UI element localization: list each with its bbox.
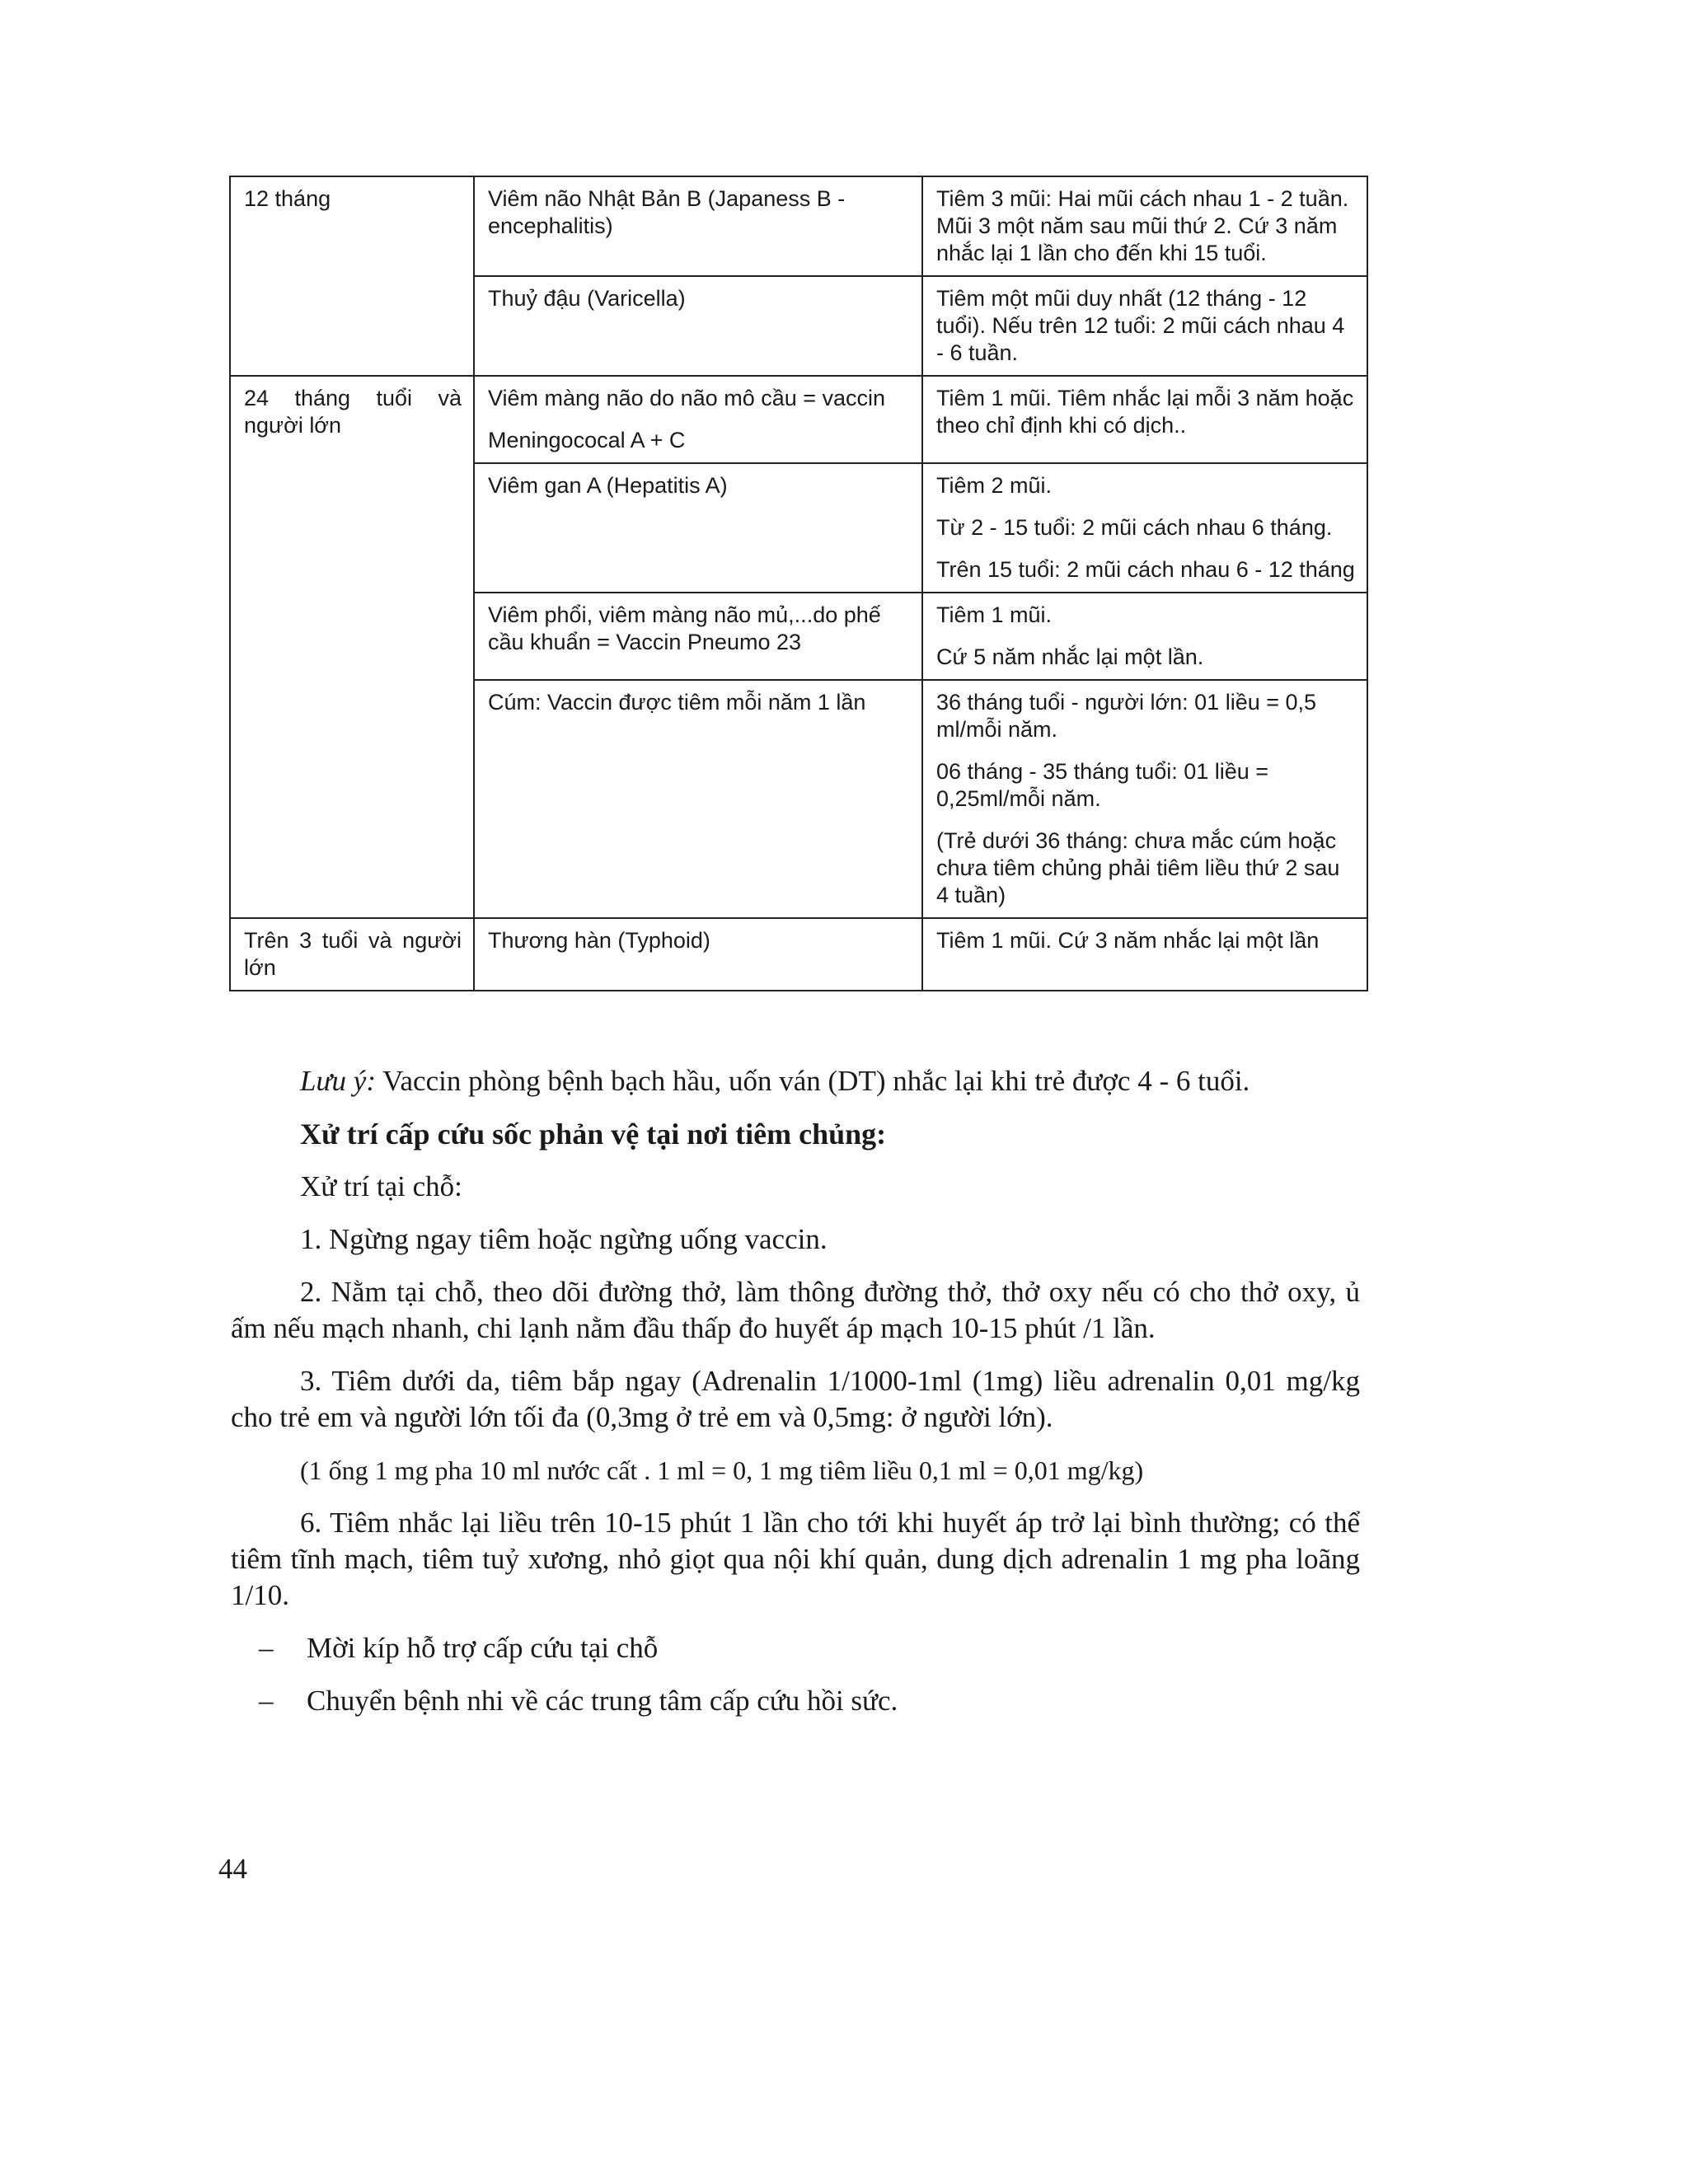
main-text bbox=[231, 1063, 1360, 1736]
vaccine-name: Thuỷ đậu (Varicella) bbox=[488, 286, 686, 311]
vaccine-cell bbox=[474, 276, 922, 376]
intro-text: Xử trí tại chỗ: bbox=[300, 1170, 462, 1202]
schedule-cell bbox=[922, 276, 1367, 376]
schedule-text: 06 tháng - 35 tháng tuổi: 01 liều = 0,25ml/mỗi năm. bbox=[936, 759, 1269, 811]
schedule-text: Tiêm 1 mũi. Cứ 3 năm nhắc lại một lần bbox=[936, 928, 1320, 953]
schedule-text: Tiêm 2 mũi. bbox=[936, 473, 1053, 498]
dash-marker: – bbox=[259, 1685, 274, 1717]
note-text: Vaccin phòng bệnh bạch hầu, uốn ván (DT) nhắc lại khi trẻ được 4 - 6 tuổi. bbox=[382, 1065, 1250, 1097]
list-item bbox=[259, 1683, 1360, 1719]
table-row bbox=[230, 176, 1367, 276]
schedule-text: 36 tháng tuổi - người lớn: 01 liều = 0,5 ml/mỗi năm. bbox=[936, 690, 1317, 742]
vaccine-name: Viêm gan A (Hepatitis A) bbox=[488, 473, 728, 498]
step-3: 3. Tiêm dưới da, tiêm bắp ngay (Adrenalin 1/1000-1ml (1mg) liều adrenalin 0,01 mg/kg cho trẻ em và người lớn tối đa (0,3mg ở trẻ em và 0,5mg: ở người lớn). bbox=[231, 1365, 1360, 1433]
vaccine-name: Viêm não Nhật Bản B (Japaness B - encephalitis) bbox=[488, 186, 846, 238]
schedule-text: Từ 2 - 15 tuổi: 2 mũi cách nhau 6 tháng. bbox=[936, 515, 1333, 540]
vaccine-name: Cúm: Vaccin được tiêm mỗi năm 1 lần bbox=[488, 690, 866, 715]
schedule-cell bbox=[922, 593, 1367, 680]
section-heading: Xử trí cấp cứu sốc phản vệ tại nơi tiêm chủng: bbox=[300, 1118, 887, 1151]
schedule-text: Tiêm một mũi duy nhất (12 tháng - 12 tuổi). Nếu trên 12 tuổi: 2 mũi cách nhau 4 - 6 tuần. bbox=[936, 286, 1345, 365]
action-list bbox=[231, 1630, 1360, 1719]
vaccine-cell bbox=[474, 463, 922, 593]
age-group-cell: Trên 3 tuổi và người lớn bbox=[230, 918, 474, 991]
dash-marker: – bbox=[259, 1632, 274, 1664]
age-group-cell: 12 tháng bbox=[230, 176, 474, 376]
step-6: 6. Tiêm nhắc lại liều trên 10-15 phút 1 lần cho tới khi huyết áp trở lại bình thường; có thể tiêm tĩnh mạch, tiêm tuỷ xương, nhỏ giọt qua nội khí quản, dung dịch adrenalin 1 mg pha loãng 1/10. bbox=[231, 1507, 1360, 1611]
table-row bbox=[230, 918, 1367, 991]
vaccine-schedule-table bbox=[229, 176, 1368, 991]
note-label: Lưu ý: bbox=[300, 1065, 376, 1097]
dilution-note: (1 ống 1 mg pha 10 ml nước cất . 1 ml = 0, 1 mg tiêm liều 0,1 ml = 0,01 mg/kg) bbox=[300, 1455, 1144, 1485]
schedule-text: (Trẻ dưới 36 tháng: chưa mắc cúm hoặc chưa tiêm chủng phải tiêm liều thứ 2 sau 4 tuần) bbox=[936, 828, 1340, 907]
vaccine-cell bbox=[474, 680, 922, 918]
vaccine-cell bbox=[474, 918, 922, 991]
list-item-text: Mời kíp hỗ trợ cấp cứu tại chỗ bbox=[307, 1632, 659, 1664]
schedule-cell bbox=[922, 376, 1367, 463]
schedule-cell bbox=[922, 918, 1367, 991]
vaccine-name: Thương hàn (Typhoid) bbox=[488, 928, 710, 953]
vaccine-cell bbox=[474, 376, 922, 463]
note-paragraph bbox=[231, 1063, 1360, 1099]
schedule-text: Tiêm 1 mũi. bbox=[936, 602, 1053, 627]
step-1: 1. Ngừng ngay tiêm hoặc ngừng uống vaccin. bbox=[300, 1223, 828, 1255]
list-item bbox=[259, 1630, 1360, 1666]
table-row bbox=[230, 376, 1367, 463]
vaccine-cell bbox=[474, 176, 922, 276]
vaccine-name: Viêm màng não do não mô cầu = vaccin bbox=[488, 386, 886, 410]
age-group-cell: 24 tháng tuổi và người lớn bbox=[230, 376, 474, 918]
schedule-text: Cứ 5 năm nhắc lại một lần. bbox=[936, 644, 1204, 669]
schedule-cell bbox=[922, 680, 1367, 918]
list-item-text: Chuyển bệnh nhi về các trung tâm cấp cứu hồi sức. bbox=[307, 1685, 898, 1717]
vaccine-cell bbox=[474, 593, 922, 680]
schedule-text: Trên 15 tuổi: 2 mũi cách nhau 6 - 12 tháng bbox=[936, 557, 1355, 582]
vaccine-name: Meningococal A + C bbox=[488, 428, 686, 452]
vaccine-name: Viêm phổi, viêm màng não mủ,...do phế cầu khuẩn = Vaccin Pneumo 23 bbox=[488, 602, 881, 654]
schedule-text: Tiêm 1 mũi. Tiêm nhắc lại mỗi 3 năm hoặc theo chỉ định khi có dịch.. bbox=[936, 386, 1354, 438]
schedule-text: Tiêm 3 mũi: Hai mũi cách nhau 1 - 2 tuần. Mũi 3 một năm sau mũi thứ 2. Cứ 3 năm nhắc lại 1 lần cho đến khi 15 tuổi. bbox=[936, 186, 1349, 265]
page-number: 44 bbox=[218, 1853, 247, 1885]
schedule-cell bbox=[922, 463, 1367, 593]
schedule-cell bbox=[922, 176, 1367, 276]
step-2: 2. Nằm tại chỗ, theo dõi đường thở, làm thông đường thở, thở oxy nếu có cho thở oxy, ủ ấm nếu mạch nhanh, chi lạnh nằm đầu thấp đo huyết áp mạch 10-15 phút /1 lần. bbox=[231, 1276, 1360, 1344]
